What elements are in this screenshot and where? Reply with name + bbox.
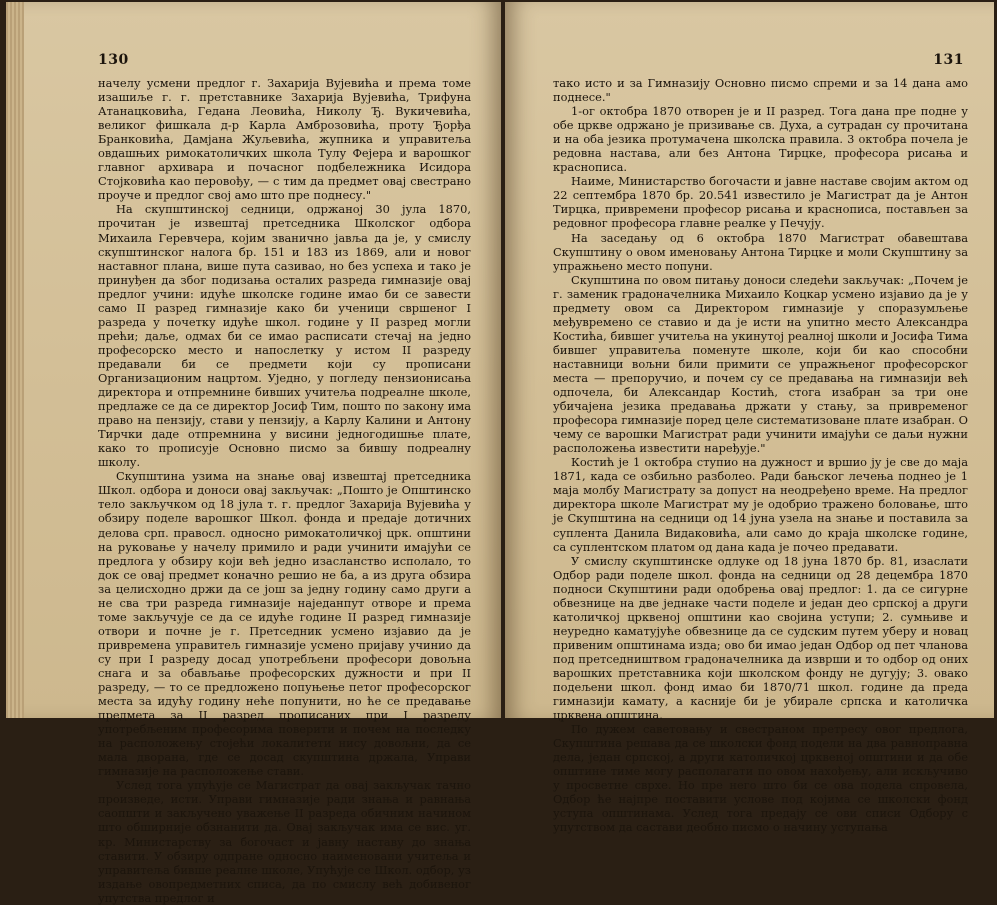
- paragraph: Услед тога упућује се Магистрат да овај закључак тачно произведе, исти. Управи гимназије ради знања и равнања саопшти и закључено уважење II разреда обичним начином што обширније обзнанити да. Овај закључак има се вис. уг. кр. Министарству за богочаст и јавну наставу до знања ставити. У обзиру одпране односно наименовани учитеља и управитеља бивше реалне школе, Упућује се Школ. одбор, уз издање овопредметних списа, да по смислу већ добивеног упутства предлог и: [98, 778, 471, 905]
- paragraph: тако исто и за Гимназију Основно писмо спреми и за 14 дана амо поднесе.": [553, 76, 968, 105]
- paragraph: Костић је 1 октобра ступио на дужност и вршио ју је све до маја 1871, када се озбиљно разболео. Ради бањског лечења поднео је 1 маја молбу Магистрату за допуст на неодређено време. На предлог директора школе Магистрат му је одобрио тражено боловање, што је Скупштина на седници од 14 јуна узела на знање и поставила за суплента Данила Видаковића, али само до краја школске године, са суплентском платом од дана када је почео предавати.: [553, 455, 968, 554]
- right-page: [505, 2, 994, 835]
- paragraph: Скупштина узима на знање овај извештај претседника Школ. одбора и доноси овај закључак: „Пошто је Општинско тело закључком од 18 јула т. г. предлог Захарија Вујевића у обзиру поделе варошког Школ. фонда и предаје дотичних делова срп. правосл. односно римокатоличкој црк. општини на руковање у начелу примило и ради учинити имајући се предлога у обзиру који већ једно изасланство исполало, то док се овај предмет коначно решио не ба, а из друга обзира за целисходно држи да се још за једну годину само други а не сва три разреда гимназије наједанпут отворе и према томе закључује се да се идуће године II разред гимназије отвори и почне је г. Претседник усмено изјавио да је привремена управитељ гимназије усмено пријаву учинио да су при I разреду досад употребљени професори довољна снага и за обављање професорских дужности и при II разреду, — то се предложено попуњење петог професорског места за идућу годину неће попунити, но ће се предавање предмета за II разред прописаних при I разреду употребљеним професорима поверити и почем на последку на расположењу стојећи локалитети нису довољни, да се мала дворана, где се досад скупштина држала, Управи гимназије на расположење стави.: [98, 469, 471, 779]
- paragraph: Наиме, Министарство богочасти и јавне наставе својим актом од 22 септембра 1870 бр. 20.541 известило је Магистрат да је Антон Тирцка, привремени професор рисања и краснописа, постављен за редовног професора главне реалке у Печују.: [553, 174, 968, 231]
- left-page-text: [98, 76, 471, 905]
- paragraph: начелу усмени предлог г. Захарија Вујевића и према томе изашиље г. г. претставнике Захарија Вујевића, Трифуна Атанацковића, Гедана Леовића, Николу Ђ. Вукичевића, великог фишкала д-р Карла Амброзовића, проту Ђорђа Бранковића, Дамјана Жуљевића, жупника и управитеља овдашњих римокатоличких школа Тулу Фејера и варошког главног архивара и почасног подбележника Исидора Стојковића као перовођу, — с тим да предмет овај свестрано проуче и предлог свој амо што пре поднесу.": [98, 76, 471, 203]
- paragraph: Скупштина по овом питању доноси следећи закључак: „Почем је г. заменик градоначелника Михаило Коцкар усмено изјавио да је у предмету овом са Директором гимназије у споразумљење међувремено се ставио и да је исти на упитно место Александра Костића, бившег учитеља на укинутој реалној школи и Јосифа Тима бившег управитеља поменуте школе, који би као способни наставници вољни били примити се упражњеног професорског места — препоручио, и почем су се предавања на гимназији већ одпочела, би Александар Костић, стога изабран за три оне убичајена језика предавања држати у стању, за привременог професора гимназије поред целе систематизоване плате изабран. О чему се варошки Магистрат ради учинити имајући се даљи нужни расположења известити наређује.": [553, 272, 968, 456]
- paragraph: По дужем саветовању и свестраном претресу овог предлога, Скупштина решава да се школски фонд подели на два равноправна дела, један српској, а други католичкој црквеној општини и да обе општине тиме могу располагати по овом нахођењу, али искључиво у просветне сврхе. Но пре него што би се ова подела спровела, Одбор ће најпре поставити услове под којима се школски фонд уступа општинама. Услед тога предају се ови списи Одбору с упутством да састави деобно писмо о начину уступања: [553, 722, 968, 835]
- paragraph: На заседању од 6 октобра 1870 Магистрат обавештава Скупштину о овом именовању Антона Тирцке и моли Скупштину за упражњено место попуни.: [553, 230, 968, 273]
- left-page: [6, 2, 501, 905]
- paragraph: У смислу скупштинске одлуке од 18 јуна 1870 бр. 81, изаслати Одбор ради поделе школ. фонда на седници од 28 децембра 1870 подноси Скупштини ради одобрења овај предлог: 1. да се сигурне обвезнице на две једнаке части поделе и један део српској а други католичкој црквеној општини као својина уступи; 2. сумњиве и неуредно каматујуће обвезнице да се судским путем уберу и новац привеним општинама изда; ово би имао један Одбор од пет чланова под претседништвом градоначелника да изврши и то одбор од оних варошких претставника који школском фонду не дугују; 3. овако подељени школ. фонд имао би 1870/71 школ. године да преда гимназији камату, а касније би је убирале српска и католичка црквена општина.: [553, 553, 968, 723]
- page-number-left: 130: [98, 52, 129, 68]
- page-edge: [6, 2, 24, 718]
- page-number-right: 131: [933, 52, 964, 68]
- right-page-text: [553, 76, 968, 835]
- paragraph: 1-ог октобра 1870 отворен је и II разред. Тога дана пре подне у обе цркве одржано је призивање св. Духа, а сутрадан су прочитана и на оба језика протумачена школска правила. 3 октобра почела је редовна настава, али без Антона Тирцке, професора рисања и краснописа.: [553, 104, 968, 175]
- paragraph: На скупштинској седници, одржаној 30 јула 1870, прочитан је извештај претседника Школског одбора Михаила Геревчера, којим званично јавља да је, у смислу скупштинског налога бр. 151 и 183 из 1869, али и новог наставног плана, више пута сазивао, но без успеха и тако је принуђен да због подизања осталих разреда гимназије овај предлог учини: идуће школске године имао би се завести само II разред гимназије како би ученици свршеног I разреда у почетку идуће школ. године у II разред могли прећи; даље, одмах би се имао расписати стечај на једно професорско место и напослетку у истом II разреду предавали би се предмети који су прописани Организационим нацртом. Уједно, у погледу пензионисања директора и отпремнине бивших учитеља подреалне школе, предлаже се да се директор Јосиф Тим, пошто по закону има право на пензију, стави у пензију, а Карлу Калини и Антону Тирчки даде отпремнина у висини једногодишње плате, како то прописује Основно писмо за бившу подреалну школу.: [98, 202, 471, 470]
